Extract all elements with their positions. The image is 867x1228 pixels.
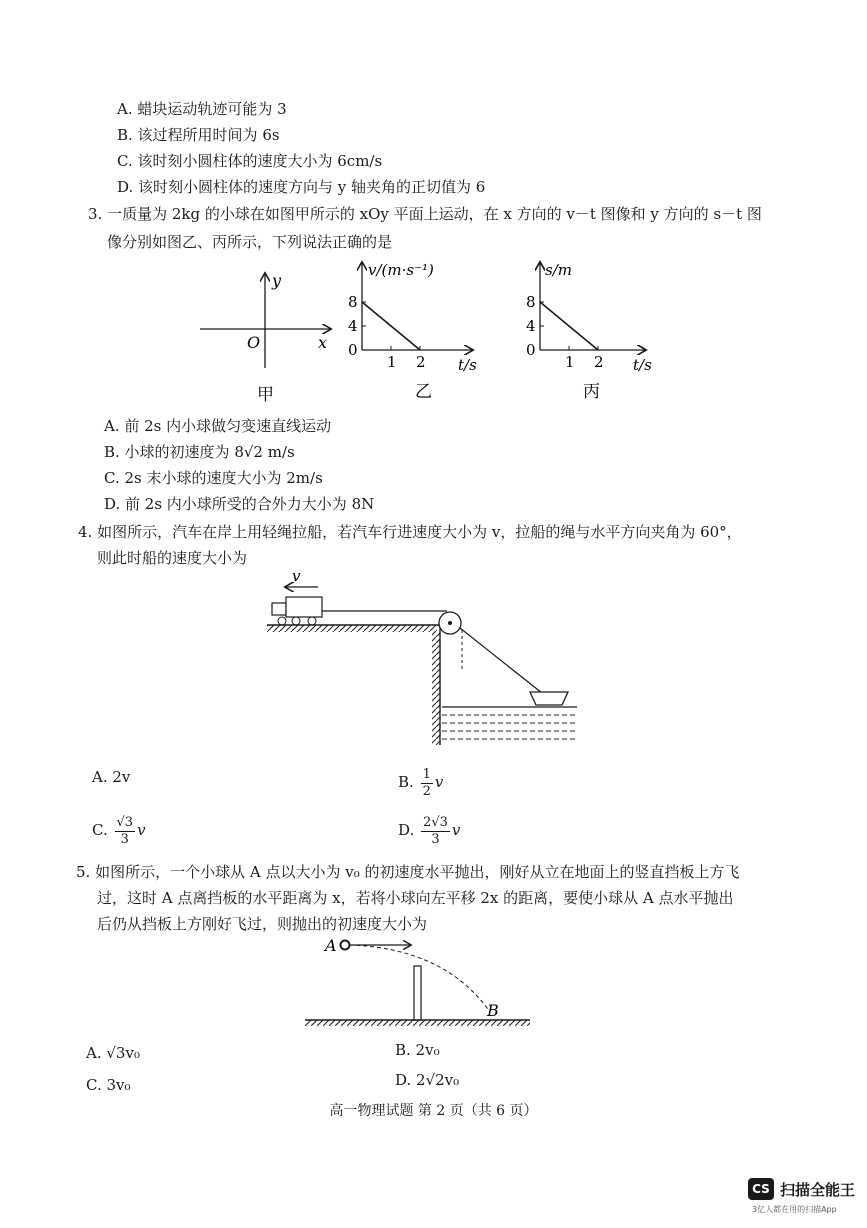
y-axis-label: y <box>272 271 282 290</box>
point-b-label: B <box>487 1001 499 1020</box>
variable: v <box>137 821 146 839</box>
q4-option-c <box>92 810 146 850</box>
scanner-tagline: 3亿人都在用的扫描App <box>752 1205 837 1214</box>
q4-option-b <box>398 762 443 802</box>
option-letter: D. <box>398 821 415 839</box>
x-tick-label: 2 <box>416 353 426 371</box>
fraction <box>115 815 136 848</box>
v-axis-label: v/(m·s⁻¹) <box>368 261 434 279</box>
q5-option-d: D. 2√2v₀ <box>395 1071 460 1089</box>
q3-option-a: A. 前 2s 内小球做匀变速直线运动 <box>104 417 332 435</box>
ground-hatch <box>267 625 437 632</box>
q3-stem-line1: 3. 一质量为 2kg 的小球在如图甲所示的 xOy 平面上运动，在 x 方向的 v－t 图像和 y 方向的 s－t 图 <box>88 205 762 223</box>
y-tick-label: 0 <box>348 341 358 359</box>
cliff-hatch <box>432 632 440 745</box>
origin-label: O <box>247 333 261 352</box>
fraction <box>421 767 433 800</box>
scanner-name: 扫描全能王 <box>780 1181 856 1199</box>
t-axis-label: t/s <box>633 356 652 374</box>
y-tick-label: 8 <box>526 293 536 311</box>
q2-option-d: D. 该时刻小圆柱体的速度方向与 y 轴夹角的正切值为 6 <box>117 178 486 196</box>
t-axis-label: t/s <box>458 356 477 374</box>
figure-bing <box>505 255 655 408</box>
s-axis-label: s/m <box>545 261 572 279</box>
q5-option-a: A. √3v₀ <box>86 1044 140 1062</box>
q4-option-a: A. 2v <box>92 768 131 786</box>
denominator: 3 <box>120 831 129 847</box>
figure-yi <box>340 255 490 408</box>
y-tick-label: 8 <box>348 293 358 311</box>
q3-option-b: B. 小球的初速度为 8√2 m/s <box>104 443 295 461</box>
scanner-logo: CS <box>748 1178 774 1200</box>
y-tick-label: 4 <box>526 317 536 335</box>
q2-option-c: C. 该时刻小圆柱体的速度大小为 6cm/s <box>117 152 383 170</box>
q2-option-a: A. 蜡块运动轨迹可能为 3 <box>117 100 287 118</box>
fraction <box>421 815 450 848</box>
ball <box>341 941 350 950</box>
car-wheel <box>292 617 300 625</box>
option-letter: C. <box>92 821 108 839</box>
figure-caption: 乙 <box>415 382 432 402</box>
q2-option-b: B. 该过程所用时间为 6s <box>117 126 280 144</box>
numerator: 2√3 <box>423 814 448 830</box>
variable: v <box>434 773 444 791</box>
q3-option-d: D. 前 2s 内小球所受的合外力大小为 8N <box>104 495 375 513</box>
q5-stem-line1: 5. 如图所示，一个小球从 A 点以大小为 v₀ 的初速度水平抛出，刚好从立在地面上的竖直挡板上方飞 <box>76 863 740 881</box>
q5-option-b: B. 2v₀ <box>395 1041 440 1059</box>
point-a-label: A <box>325 936 337 955</box>
figure-projectile <box>305 930 545 1030</box>
q4-option-d <box>398 810 460 850</box>
ground-hatch <box>305 1020 530 1026</box>
q3-option-c: C. 2s 末小球的速度大小为 2m/s <box>104 469 323 487</box>
variable: v <box>451 821 461 839</box>
figure-car-boat <box>262 565 582 750</box>
q5-option-c: C. 3v₀ <box>86 1076 131 1094</box>
x-tick-label: 1 <box>565 353 575 371</box>
vertical-board <box>414 966 421 1020</box>
car-body <box>286 597 322 617</box>
page-footer: 高一物理试题 第 2 页（共 6 页） <box>329 1103 538 1119</box>
q5-stem-line3: 后仍从挡板上方刚好飞过，则抛出的初速度大小为 <box>97 915 428 933</box>
rope-slanted <box>460 628 542 693</box>
figure-caption: 甲 <box>257 385 274 405</box>
q4-stem-line1: 4. 如图所示，汽车在岸上用轻绳拉船，若汽车行进速度大小为 v，拉船的绳与水平方向夹角为 60°， <box>78 523 742 541</box>
x-tick-label: 1 <box>387 353 397 371</box>
y-tick-label: 0 <box>526 341 536 359</box>
figure-caption: 丙 <box>583 382 600 402</box>
numerator: 1 <box>422 766 431 782</box>
numerator: √3 <box>116 814 134 830</box>
figure-jia <box>195 268 340 408</box>
car-cab <box>272 603 286 615</box>
option-letter: B. <box>398 773 414 791</box>
denominator: 3 <box>431 831 440 847</box>
velocity-label: v <box>292 567 301 585</box>
x-tick-label: 2 <box>594 353 604 371</box>
q4-stem-line2: 则此时船的速度大小为 <box>97 549 248 567</box>
car-wheel <box>308 617 316 625</box>
boat <box>530 692 568 705</box>
y-tick-label: 4 <box>348 317 358 335</box>
x-axis-label: x <box>318 333 328 352</box>
q3-stem-line2: 像分别如图乙、丙所示，下列说法正确的是 <box>107 233 393 251</box>
q5-stem-line2: 过，这时 A 点离挡板的水平距离为 x，若将小球向左平移 2x 的距离，要使小球从 A 点水平抛出 <box>97 889 734 907</box>
data-line <box>540 302 598 350</box>
car-wheel <box>278 617 286 625</box>
pulley-axle <box>448 621 452 625</box>
denominator: 2 <box>422 783 431 799</box>
data-line <box>362 302 420 350</box>
